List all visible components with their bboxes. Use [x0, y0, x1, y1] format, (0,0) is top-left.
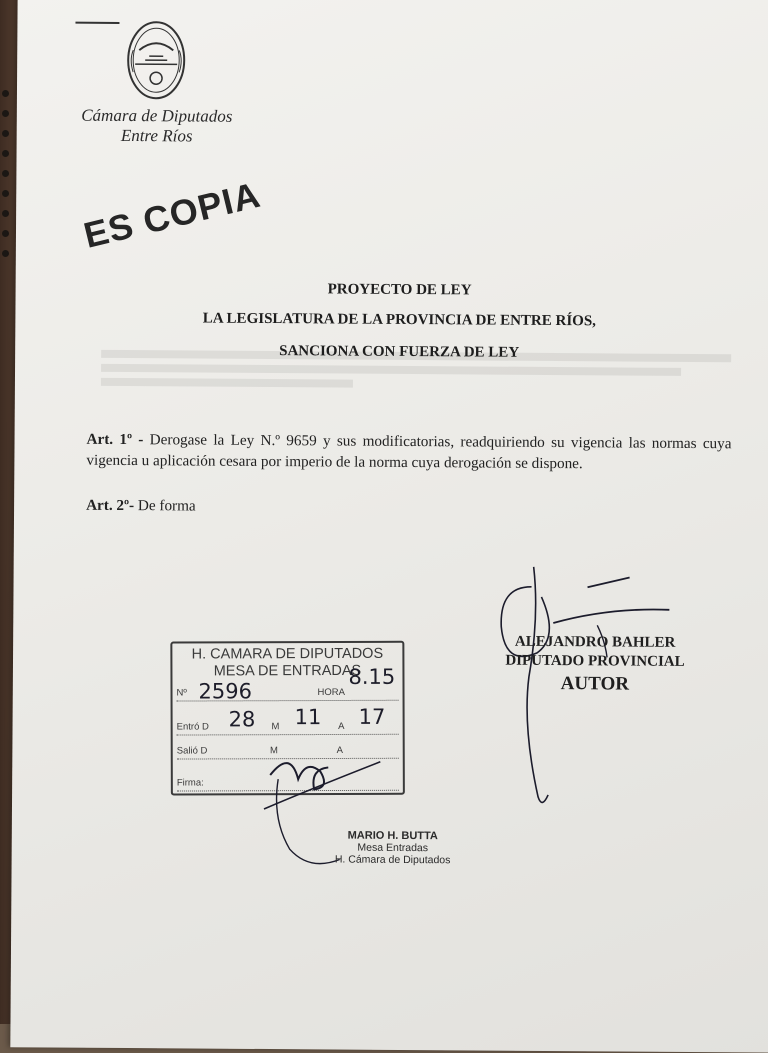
- signer-role: AUTOR: [560, 673, 630, 695]
- document-title: PROYECTO DE LEY: [327, 281, 472, 299]
- institution-name: Cámara de Diputados: [81, 105, 233, 126]
- signer-name: ALEJANDRO BAHLER: [514, 633, 676, 651]
- article-1: [86, 429, 731, 476]
- article-1-text: Derogase la Ley N.º 9659 y sus modificatorias, readquiriendo su vigencia las normas cuya vigencia u aplicación cesara por imperio de la norma cuya derogación se dispone.: [86, 431, 732, 473]
- legislature-line: LA LEGISLATURA DE LA PROVINCIA DE ENTRE RÍOS,: [202, 310, 597, 330]
- handwritten-number: 2596: [198, 679, 253, 704]
- receiver-name: MARIO H. BUTTA: [347, 829, 438, 843]
- copy-stamp: ES COPIA: [79, 173, 265, 256]
- top-dash: [75, 22, 119, 24]
- document-page: [10, 0, 768, 1053]
- signer-title: DIPUTADO PROVINCIAL: [505, 652, 685, 670]
- sanction-line: SANCIONA CON FUERZA DE LEY: [279, 343, 520, 361]
- stamp-entro-a-label: A: [338, 720, 345, 732]
- stamp-number-label: Nº: [176, 687, 187, 699]
- handwritten-hour: 8.15: [348, 664, 396, 689]
- receiver-office: Mesa Entradas: [357, 841, 429, 855]
- chamber-name: [57, 106, 257, 147]
- handwritten-entry-day: 28: [228, 707, 256, 732]
- article-1-label: Art. 1º -: [86, 430, 144, 449]
- binder-holes: [2, 90, 10, 290]
- stamp-entro-label: Entró D: [176, 721, 209, 733]
- stamp-hora-label: HORA: [317, 686, 345, 699]
- provincial-seal-icon: [125, 20, 188, 100]
- article-2: [86, 495, 731, 521]
- stamp-salio-a-label: A: [336, 744, 343, 756]
- stamp-firma-label: Firma:: [176, 777, 204, 789]
- article-2-label: Art. 2º-: [86, 496, 135, 515]
- receiver-chamber: H. Cámara de Diputados: [334, 853, 451, 867]
- stamp-entro-m-label: M: [271, 721, 280, 733]
- stamp-office: MESA DE ENTRADAS: [213, 662, 362, 680]
- province-name: Entre Ríos: [120, 125, 193, 146]
- handwritten-entry-month: 11: [294, 705, 322, 730]
- stamp-salio-m-label: M: [269, 745, 278, 757]
- stamp-chamber: H. CAMARA DE DIPUTADOS: [191, 645, 384, 663]
- receiver-stamp: [328, 829, 458, 866]
- signature-block: [485, 633, 705, 699]
- handwritten-entry-year: 17: [358, 704, 386, 729]
- article-2-text: De forma: [134, 497, 196, 515]
- stamp-salio-label: Salió D: [176, 745, 208, 757]
